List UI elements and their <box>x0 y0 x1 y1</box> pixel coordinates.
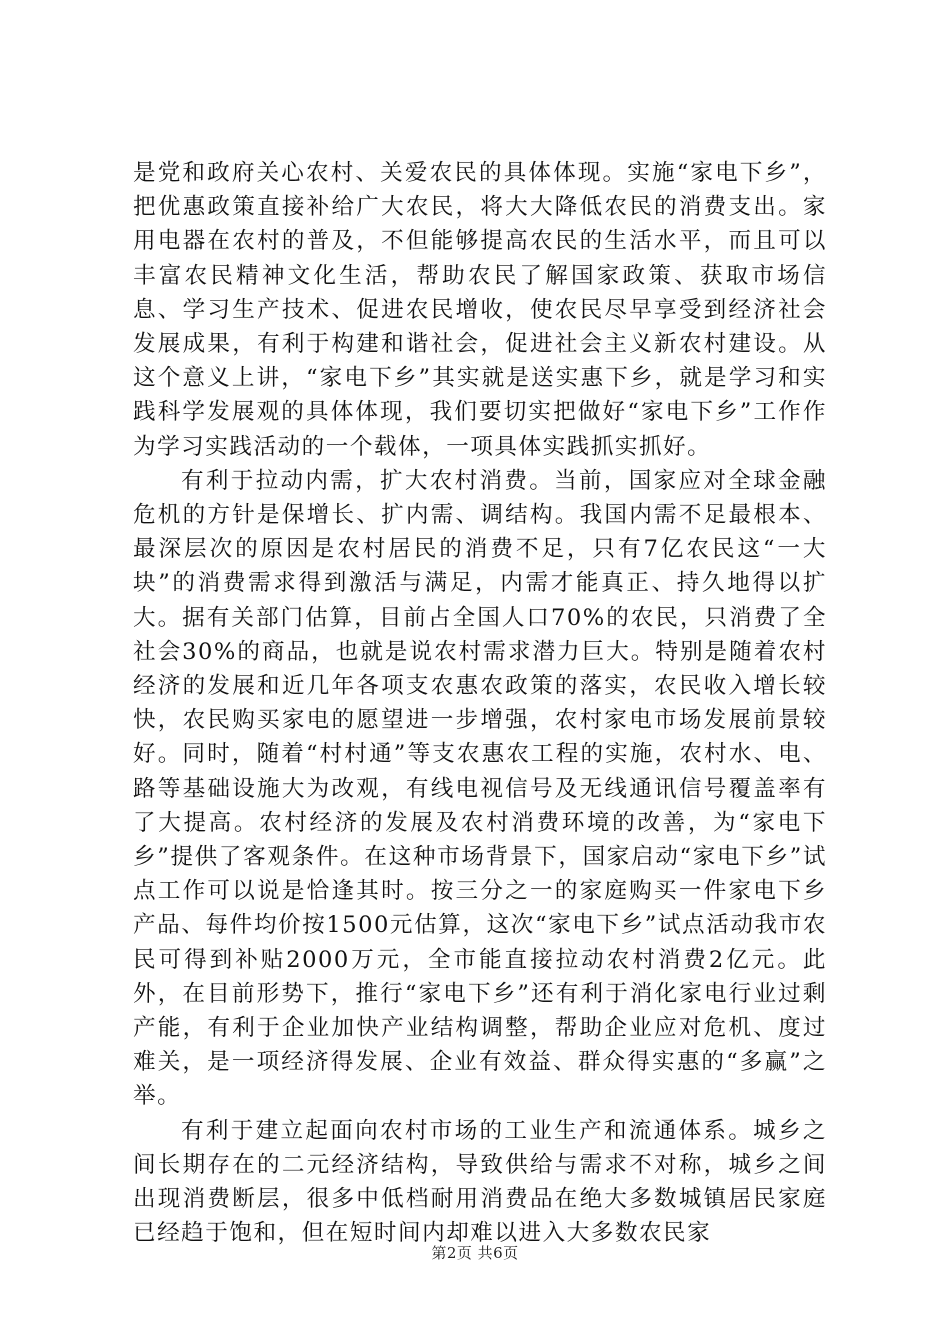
page-number-footer: 第2页 共6页 <box>431 1244 519 1262</box>
paragraph-1: 是党和政府关心农村、关爱农民的具体体现。实施“家电下乡”，把优惠政策直接补给广大农民，将大大降低农民的消费支出。家用电器在农村的普及，不但能够提高农民的生活水平，而且可以丰富农民精神文化生活，帮助农民了解国家政策、获取市场信息、学习生产技术、促进农民增收，使农民尽早享受到经济社会发展成果，有利于构建和谐社会，促进社会主义新农村建设。从这个意义上讲，“家电下乡”其实就是送实惠下乡，就是学习和实践科学发展观的具体体现，我们要切实把做好“家电下乡”工作作为学习实践活动的一个载体，一项具体实践抓实抓好。 <box>133 160 827 460</box>
body-text <box>133 156 827 1251</box>
paragraph-2: 有利于拉动内需，扩大农村消费。当前，国家应对全球金融危机的方针是保增长、扩内需、调结构。我国内需不足最根本、最深层次的原因是农村居民的消费不足，只有7亿农民这“一大块”的消费需求得到激活与满足，内需才能真正、持久地得以扩大。据有关部门估算，目前占全国人口70%的农民，只消费了全社会30%的商品，也就是说农村需求潜力巨大。特别是随着农村经济的发展和近几年各项支农惠农政策的落实，农民收入增长较快，农民购买家电的愿望进一步增强，农村家电市场发展前景较好。同时，随着“村村通”等支农惠农工程的实施，农村水、电、路等基础设施大为改观，有线电视信号及无线通讯信号覆盖率有了大提高。农村经济的发展及农村消费环境的改善，为“家电下乡”提供了客观条件。在这种市场背景下，国家启动“家电下乡”试点工作可以说是恰逢其时。按三分之一的家庭购买一件家电下乡产品、每件均价按1500元估算，这次“家电下乡”试点活动我市农民可得到补贴2000万元，全市能直接拉动农村消费2亿元。此外，在目前形势下，推行“家电下乡”还有利于消化家电行业过剩产能，有利于企业加快产业结构调整，帮助企业应对危机、度过难关，是一项经济得发展、企业有效益、群众得实惠的“多赢”之举。 <box>133 467 827 1110</box>
paragraph-3: 有利于建立起面向农村市场的工业生产和流通体系。城乡之间长期存在的二元经济结构，导致供给与需求不对称，城乡之间出现消费断层，很多中低档耐用消费品在绝大多数城镇居民家庭已经趋于饱和，但在短时间内却难以进入大多数农民家 <box>133 1117 827 1247</box>
